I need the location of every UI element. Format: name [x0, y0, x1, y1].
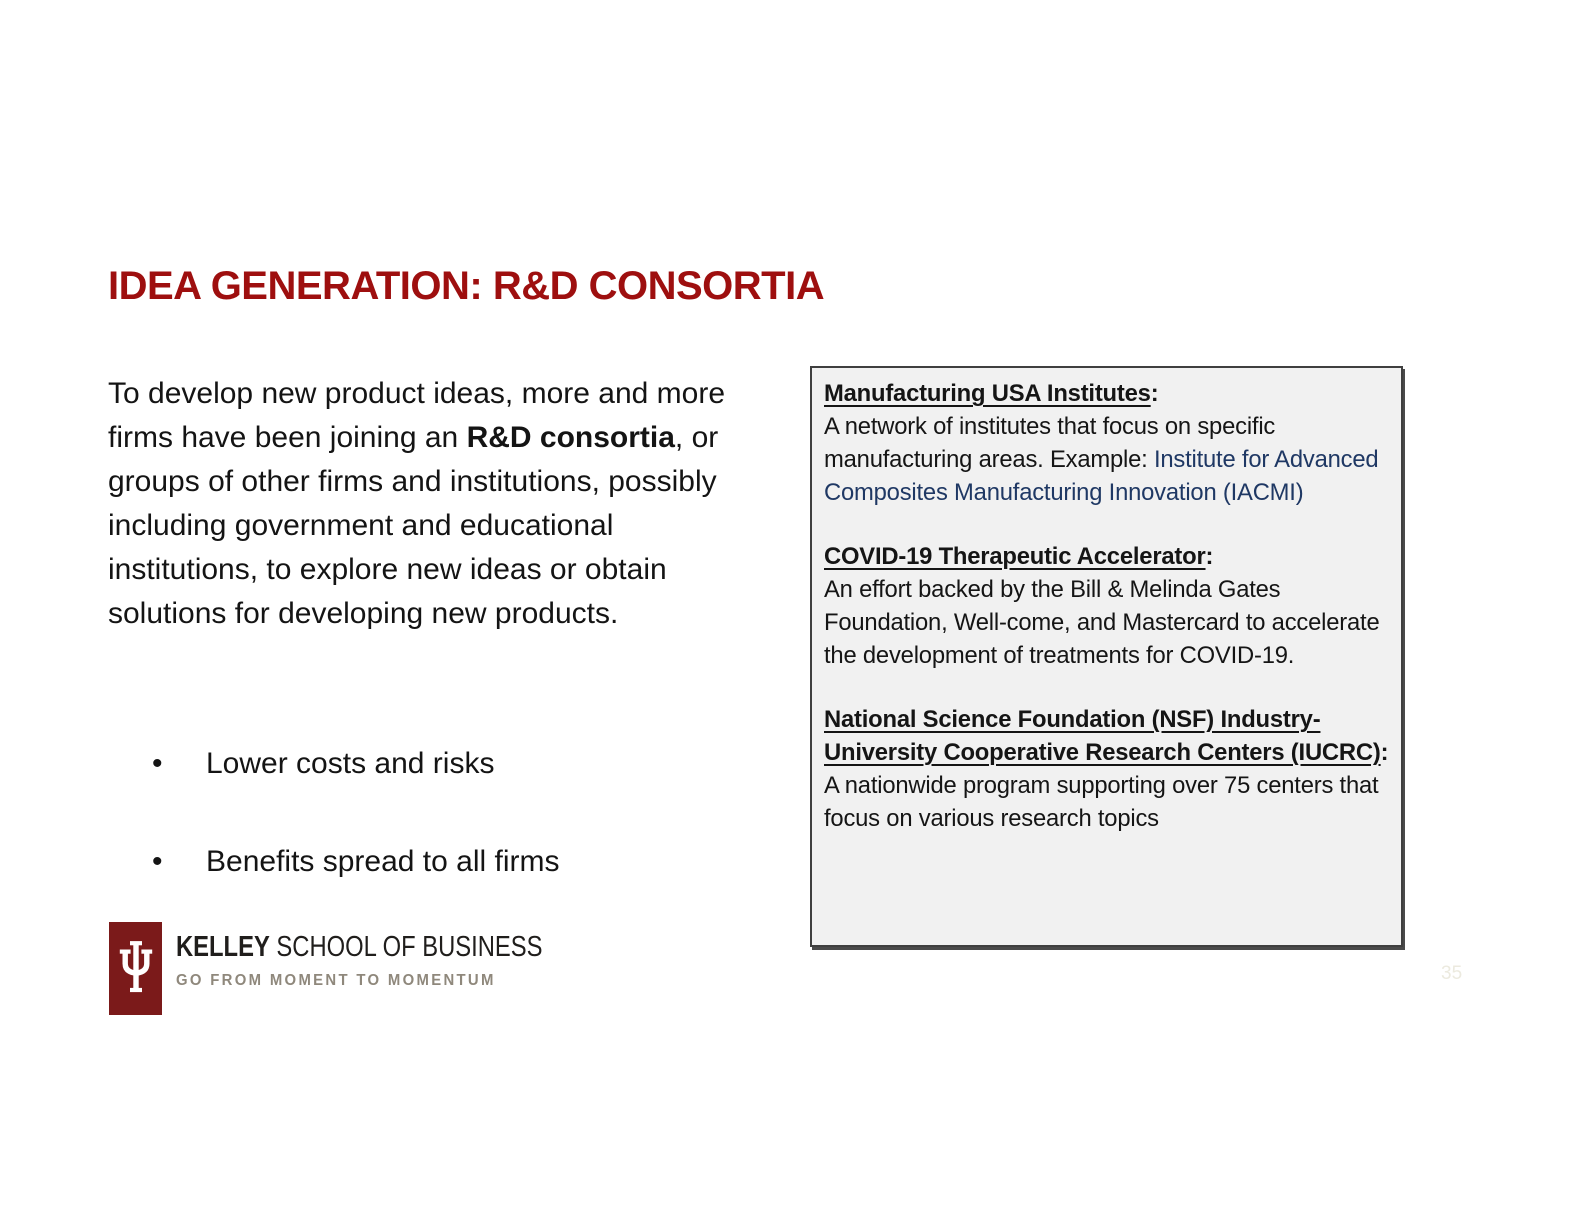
entry-body	[824, 410, 1393, 509]
kelley-logo-text	[176, 931, 623, 990]
examples-info-box	[810, 366, 1403, 947]
logo-tagline: GO FROM MOMENT TO MOMENTUM	[176, 972, 496, 989]
info-entry-manufacturing-usa	[824, 377, 1393, 509]
iu-logo-block	[109, 922, 162, 1015]
info-entry-nsf-iucrc	[824, 703, 1393, 835]
intro-paragraph	[108, 372, 730, 636]
bullet-label: Lower costs and risks	[206, 747, 495, 780]
logo-school: SCHOOL OF BUSINESS	[276, 931, 543, 963]
bullet-item	[152, 840, 559, 884]
iu-trident-icon	[118, 936, 154, 1001]
entry-body-text: An effort backed by the Bill & Melinda Gates Foundation, Well-come, and Mastercard to accelerate the development of treatments for COVID-19.	[824, 576, 1380, 669]
info-entry-covid-accelerator	[824, 540, 1393, 672]
entry-link-text: Institute for Advanced Composites Manufacturing Innovation (IACMI)	[824, 446, 1379, 506]
entry-paragraph	[824, 703, 1393, 835]
logo-kelley: KELLEY	[176, 931, 270, 963]
page-number: 35	[1441, 963, 1463, 984]
entry-heading-colon: :	[1205, 543, 1214, 570]
entry-heading-text: National Science Foundation (NSF) Industry-University Cooperative Research Centers (IUCRC)	[824, 706, 1381, 766]
bullet-marker: •	[152, 747, 163, 780]
intro-text-pre: To develop new product ideas, more and more firms have been joining an	[108, 377, 726, 454]
page-title: IDEA GENERATION: R&D CONSORTIA	[108, 264, 825, 308]
entry-heading-text: COVID-19 Therapeutic Accelerator	[824, 543, 1206, 570]
entry-heading-colon: :	[1150, 380, 1159, 407]
bullet-marker: •	[152, 845, 163, 878]
intro-text-post: , or groups of other firms and institutions, possibly including government and educational institutions, to explore new ideas or obtain solutions for developing new products.	[108, 421, 719, 630]
bullet-label: Benefits spread to all firms	[206, 845, 560, 878]
bullet-item	[152, 742, 494, 786]
entry-heading-text: Manufacturing USA Institutes	[824, 380, 1151, 407]
entry-body	[824, 573, 1393, 672]
intro-text-bold: R&D consortia	[466, 421, 675, 454]
entry-heading	[824, 540, 1393, 573]
entry-heading-colon: :	[1380, 739, 1389, 766]
entry-body-text: A nationwide program supporting over 75 centers that focus on various research topics	[824, 772, 1379, 832]
entry-heading	[824, 377, 1393, 410]
logo-wordmark	[176, 931, 542, 964]
entry-body-text: A network of institutes that focus on specific manufacturing areas. Example:	[824, 413, 1276, 473]
